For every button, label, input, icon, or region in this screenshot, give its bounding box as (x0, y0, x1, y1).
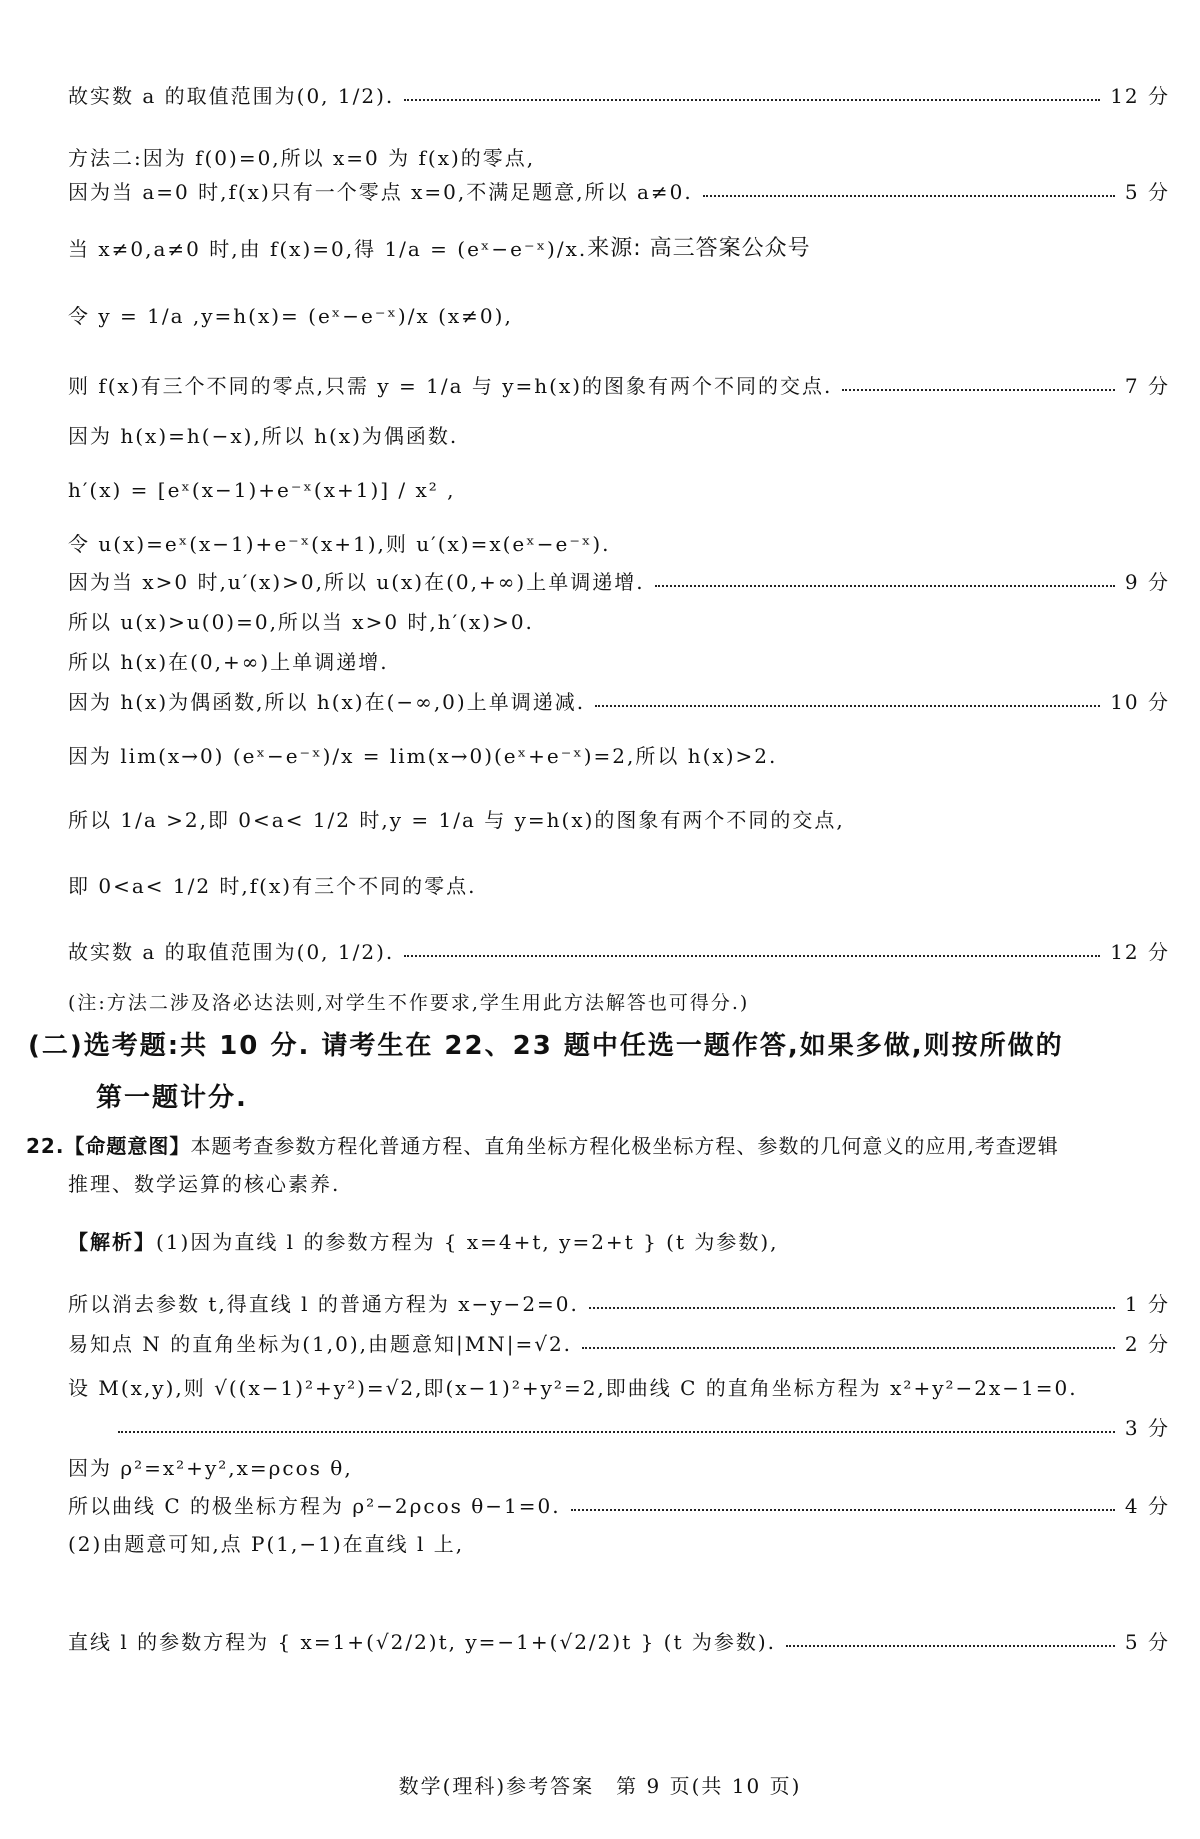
text-line (68, 374, 1170, 398)
dot-leader (655, 585, 1115, 587)
line-text: 即 0<a< 1/2 时,f(x)有三个不同的零点. (68, 874, 477, 898)
step-line (68, 1292, 1170, 1316)
text-line (68, 874, 1170, 898)
text-line (68, 690, 1170, 714)
dot-leader (571, 1509, 1115, 1511)
step-text: 设 M(x,y),则 √((x−1)²+y²)=√2,即(x−1)²+y²=2,即曲线 C 的直角坐标方程为 x²+y²−2x−1=0. (68, 1376, 1078, 1400)
q22-intent-line (68, 1172, 1170, 1196)
q22-intent-line (26, 1134, 1176, 1158)
text-line (68, 146, 1170, 170)
score-mark: 10 分 (1110, 690, 1170, 714)
text-line (68, 744, 1170, 768)
score-mark: 7 分 (1124, 374, 1170, 398)
step-line (68, 1376, 1170, 1400)
section-heading-cont: 第一题计分. (96, 1083, 248, 1113)
page-footer: 数学(理科)参考答案 第 9 页(共 10 页) (398, 1774, 802, 1798)
line-text: 则 f(x)有三个不同的零点,只需 y = 1/a 与 y=h(x)的图象有两个不同的交点. (68, 374, 833, 398)
text-line (68, 808, 1170, 832)
line-text: 当 x≠0,a≠0 时,由 f(x)=0,得 1/a = (eˣ−e⁻ˣ)/x. (68, 237, 588, 262)
line-text: 因为当 x>0 时,u′(x)>0,所以 u(x)在(0,+∞)上单调递增. (68, 570, 645, 594)
analysis-text: (1)因为直线 l 的参数方程为 { x=4+t, y=2+t } (t 为参数), (156, 1230, 779, 1254)
source-note: 来源: 高三答案公众号 (587, 236, 811, 261)
step-text: 因为 ρ²=x²+y²,x=ρcos θ, (68, 1456, 353, 1480)
text-line (68, 610, 1170, 634)
line-text: 因为 lim(x→0) (eˣ−e⁻ˣ)/x = lim(x→0)(eˣ+e⁻ˣ)=2,所以 h(x)>2. (68, 744, 778, 768)
dot-leader (582, 1347, 1115, 1349)
dot-leader (404, 99, 1100, 101)
dot-leader (589, 1307, 1115, 1309)
analysis-label: 【解析】 (68, 1230, 156, 1254)
text-line (68, 180, 1170, 204)
score-mark: 12 分 (1110, 940, 1170, 964)
text-line (68, 532, 1170, 556)
dot-leader (595, 705, 1100, 707)
step-line (68, 1630, 1170, 1654)
step-line (68, 1456, 1170, 1480)
note-line (68, 992, 1170, 1015)
line-text: 故实数 a 的取值范围为(0, 1/2). (68, 940, 395, 964)
q22-intent-text: 本题考查参数方程化普通方程、直角坐标方程化极坐标方程、参数的几何意义的应用,考查逻辑 (190, 1134, 1059, 1158)
line-text: 因为当 a=0 时,f(x)只有一个零点 x=0,不满足题意,所以 a≠0. (68, 180, 693, 204)
q22-label: 22.【命题意图】 (26, 1134, 191, 1158)
step-line (68, 1332, 1170, 1356)
line-text: 所以 u(x)>u(0)=0,所以当 x>0 时,h′(x)>0. (68, 610, 534, 634)
note-text: (注:方法二涉及洛必达法则,对学生不作要求,学生用此方法解答也可得分.) (68, 992, 750, 1014)
text-line (68, 304, 1170, 328)
score-mark: 12 分 (1110, 84, 1170, 108)
step-line (68, 1532, 1170, 1556)
text-line (68, 940, 1170, 964)
dot-leader (842, 389, 1114, 391)
text-line (68, 236, 1170, 262)
score-mark: 5 分 (1124, 180, 1170, 204)
text-line (68, 478, 1170, 502)
line-text: 故实数 a 的取值范围为(0, 1/2). (68, 84, 395, 108)
q22-analysis-line (68, 1230, 1170, 1254)
line-text: h′(x) = [eˣ(x−1)+e⁻ˣ(x+1)] / x² , (68, 478, 456, 502)
line-text: 因为 h(x)=h(−x),所以 h(x)为偶函数. (68, 424, 459, 448)
step-text: (2)由题意可知,点 P(1,−1)在直线 l 上, (68, 1532, 465, 1556)
score-mark: 2 分 (1124, 1332, 1170, 1356)
line-text: 所以 h(x)在(0,+∞)上单调递增. (68, 650, 389, 674)
section-heading: (二)选考题:共 10 分. 请考生在 22、23 题中任选一题作答,如果多做,则按所做的 (28, 1031, 1064, 1061)
step-text: 直线 l 的参数方程为 { x=1+(√2/2)t, y=−1+(√2/2)t } (t 为参数). (68, 1630, 777, 1654)
text-line (68, 570, 1170, 594)
score-mark: 9 分 (1124, 570, 1170, 594)
step-text: 所以曲线 C 的极坐标方程为 ρ²−2ρcos θ−1=0. (68, 1494, 561, 1518)
dot-leader (703, 195, 1115, 197)
score-mark: 3 分 (1124, 1416, 1170, 1440)
dot-leader (404, 955, 1100, 957)
dot-leader (118, 1431, 1115, 1433)
q22-intent-text: 推理、数学运算的核心素养. (68, 1172, 341, 1196)
step-line (68, 1416, 1170, 1440)
line-text: 令 y = 1/a ,y=h(x)= (eˣ−e⁻ˣ)/x (x≠0), (68, 304, 513, 328)
text-line (68, 84, 1170, 108)
line-text: 所以 1/a >2,即 0<a< 1/2 时,y = 1/a 与 y=h(x)的图象有两个不同的交点, (68, 808, 845, 832)
score-mark: 1 分 (1124, 1292, 1170, 1316)
line-text: 因为 h(x)为偶函数,所以 h(x)在(−∞,0)上单调递减. (68, 690, 586, 714)
score-mark: 5 分 (1124, 1630, 1170, 1654)
step-text: 所以消去参数 t,得直线 l 的普通方程为 x−y−2=0. (68, 1292, 579, 1316)
text-line (68, 424, 1170, 448)
dot-leader (786, 1645, 1115, 1647)
line-text: 令 u(x)=eˣ(x−1)+e⁻ˣ(x+1),则 u′(x)=x(eˣ−e⁻ˣ). (68, 532, 611, 556)
step-text: 易知点 N 的直角坐标为(1,0),由题意知|MN|=√2. (68, 1332, 573, 1356)
step-line (68, 1494, 1170, 1518)
text-line (68, 650, 1170, 674)
line-text: 方法二:因为 f(0)=0,所以 x=0 为 f(x)的零点, (68, 146, 536, 170)
score-mark: 4 分 (1124, 1494, 1170, 1518)
